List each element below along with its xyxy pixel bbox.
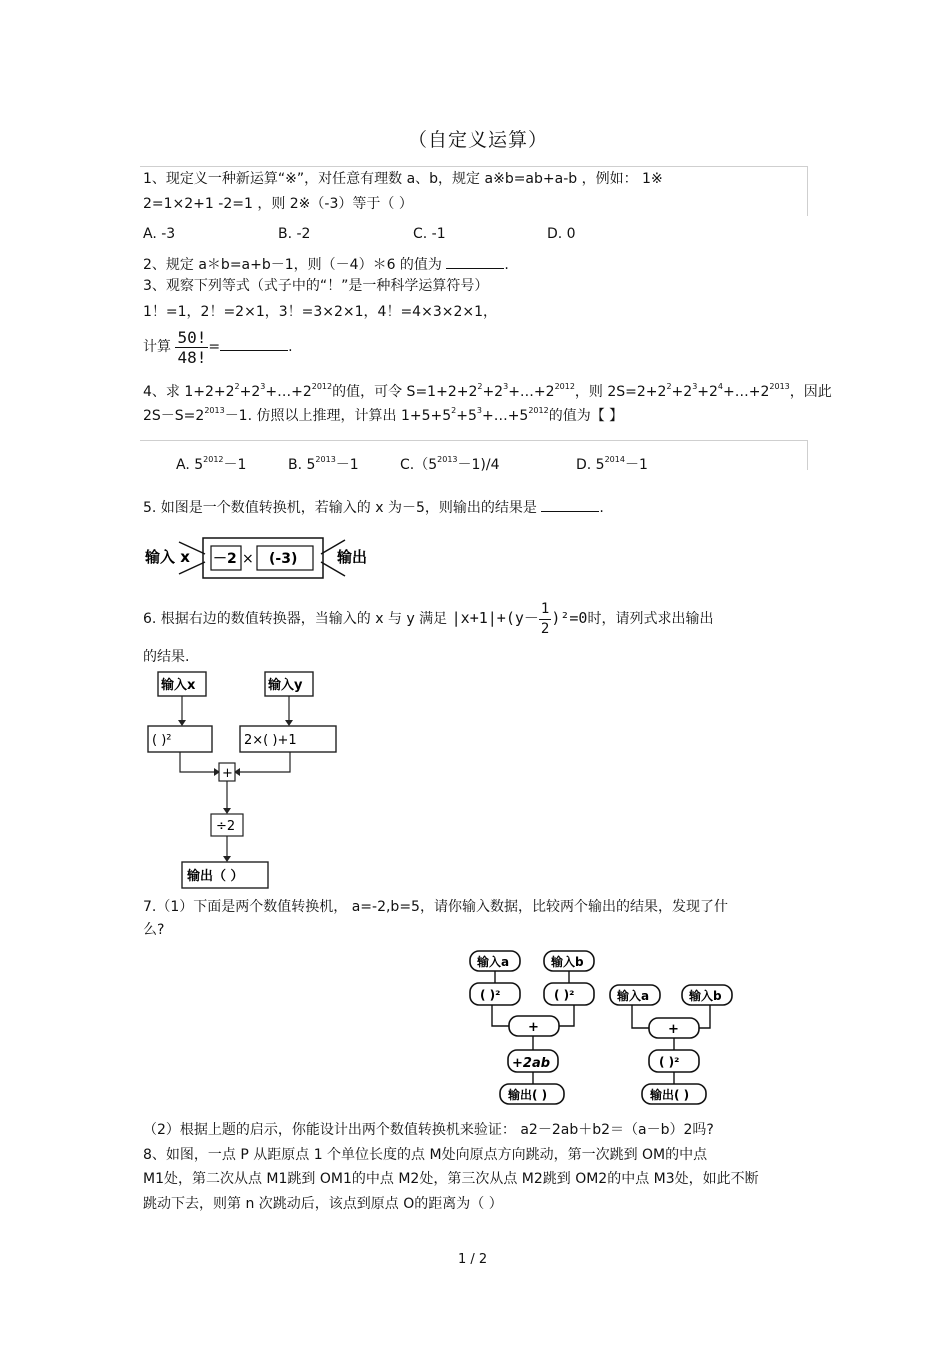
q4-sup: 2012 [554,382,575,391]
q1-frame-right [807,166,808,216]
q4-sup: 2014 [604,455,625,464]
q4-t10: +…+2 [723,384,770,400]
q1-option-a: A. -3 [143,226,176,242]
q4-sup: 3 [260,382,266,391]
q4-option-a [176,451,246,474]
q4-sup: 2013 [204,406,225,415]
q4-t6: +…+2 [508,384,555,400]
q4-u2: －1. 仿照以上推理，计算出 1+5+5 [224,408,452,424]
q7-m1-add: +2ab [512,1056,551,1071]
q1-option-b: B. -2 [278,226,311,242]
q7-m1-input-a: 输入a [477,955,510,969]
q5-converter-diagram [143,532,383,584]
q4-opt-t: －1 [223,457,247,473]
q7-m2-line [632,1005,650,1028]
q2-answer-blank[interactable] [446,254,504,269]
q4-option-c [400,451,500,474]
q7-line2: 么? [143,922,165,938]
q3-calc-line [143,325,293,369]
q1-line1: 1、现定义一种新运算“※”，对任意有理数 a、b，规定 a※b=ab+a-b ，例如： 1※ [143,171,663,187]
q4-sup: 2 [451,406,457,415]
q4-opt-t: －1 [335,457,359,473]
q1-frame-top [140,166,808,167]
q6-output: 输出（ ） [187,869,244,884]
q5-answer-blank[interactable] [541,497,599,512]
q7-m1-plus: + [528,1020,539,1035]
q7-m2-input-b: 输入b [689,989,722,1003]
q4-t2: +2 [239,384,261,400]
q7-m1-input-b: 输入b [551,955,584,969]
q4-u4: +…+5 [481,408,529,424]
q4-sup: 2012 [203,455,224,464]
q6-input-x: 输入x [161,678,196,693]
q6-frac-num: 1 [539,600,551,620]
q7-machines [462,948,742,1110]
q4-sup: 2 [477,382,483,391]
q7-m2-line [698,1005,710,1028]
q1-option-d: D. 0 [547,226,576,242]
q4-opt-t: B. 5 [288,457,316,473]
q6-input-y: 输入y [268,678,303,693]
page-number: 1 / 2 [458,1252,488,1267]
q6-text1: 6. 根据右边的数值转换器，当输入的 x 与 y 满足 [143,611,448,627]
q6-text2: 时，请列式求出输出 [587,611,714,627]
q7-m1-line [558,1005,574,1026]
q4-opt-t: C.（5 [400,457,438,473]
q7-m1-output: 输出( ) [508,1088,548,1102]
q6-arrowhead [223,856,231,862]
q6-pow: )²=0 [551,609,588,627]
q6-line2: 的结果. [143,649,190,665]
q5-times-sign: × [242,551,254,567]
q4-sup: 3 [476,406,482,415]
q7-m1-square-a: ( )² [480,988,501,1002]
q6-arrowhead [223,808,231,814]
q6-line1 [143,598,713,639]
q6-arrowhead [178,720,186,726]
page-title: （自定义运算） [408,129,549,151]
q2-line [143,254,509,274]
q2-end: . [504,257,509,273]
q4-t11: ，因此 [789,384,832,400]
q3-numerator: 50! [177,327,207,347]
q4-sup: 2 [234,382,240,391]
q7-m2-square: ( )² [659,1055,680,1069]
q6-arrowhead [285,720,293,726]
q4-opt-t: －1 [624,457,648,473]
q5-text: 5. 如图是一个数值转换机，若输入的 x 为－5，则输出的结果是 [143,500,537,516]
q5-input-label: 输入 x [145,548,190,566]
q4-t8: +2 [671,384,693,400]
q5-box-2-text: (-3) [269,551,298,567]
q5-end: . [599,500,604,516]
q6-connector-right [236,752,290,772]
q8-line1: 8、如图，一点 P 从距原点 1 个单位长度的点 M处向原点方向跳动，第一次跳到 OM的中点 [143,1147,708,1163]
q6-abs-expr: |x+1|+(y－ [451,609,539,627]
q5-line [143,497,604,517]
q6-square: ( )² [152,733,172,748]
q4-t3: +…+2 [265,384,312,400]
q4-sup: 2013 [437,455,458,464]
q7-m2-output: 输出( ) [650,1088,690,1102]
q4-t5: +2 [482,384,504,400]
q2-text: 2、规定 a＊b=a+b－1，则（－4）＊6 的值为 [143,257,442,273]
q4-sup: 2013 [315,455,336,464]
q8-line3: 跳动下去，则第 n 次跳动后，该点到原点 O的距离为（ ） [143,1196,503,1212]
q3-calc-label: 计算 [143,339,171,355]
q1-option-c: C. -1 [413,226,446,242]
q6-connector-left [180,752,218,772]
q3-end: . [288,339,293,355]
q3-fraction [175,328,208,367]
q4-u3: +5 [456,408,477,424]
q7-part2: （2）根据上题的启示，你能设计出两个数值转换机来验证： a2－2ab＋b2＝（a－b）2吗? [143,1122,714,1138]
q6-frac-den: 2 [540,620,550,637]
q4-u5: 的值为【 】 [548,408,624,424]
q3-denominator: 48! [177,347,207,367]
q4-line1 [143,378,832,401]
q6-plus: + [222,766,233,781]
q3-answer-blank[interactable] [220,336,288,351]
q4-sup: 2012 [311,382,333,391]
q4-sup: 3 [503,382,509,391]
q5-box-1-text: －2 [213,551,237,567]
q4-frame-top [140,440,808,441]
q4-opt-t: －1)/4 [457,457,500,473]
q1-line2: 2=1×2+1 -2=1 ，则 2※（-3）等于（ ） [143,196,413,212]
q4-opt-t: D. 5 [576,457,605,473]
q4-option-b [288,451,359,474]
q4-t4: 的值，可令 S=1+2+2 [332,384,478,400]
q8-line2: M1处，第二次从点 M1跳到 OM1的中点 M2处，第三次从点 M2跳到 OM2的中点 M3处，如此不断 [143,1171,759,1187]
q3-line2: 1！=1，2！=2×1，3！=3×2×1，4！=4×3×2×1， [143,304,498,320]
q4-opt-t: A. 5 [176,457,204,473]
q7-m2-input-a: 输入a [617,989,650,1003]
q4-t1: 4、求 1+2+2 [143,384,235,400]
q4-sup: 2013 [769,382,790,391]
q4-t7: ，则 2S=2+2 [574,384,667,400]
q4-u1: 2S－S=2 [143,408,205,424]
q7-m1-line [492,1005,509,1026]
q3-line1: 3、观察下列等式（式子中的“！”是一种科学运算符号） [143,278,489,294]
q4-sup: 2012 [528,406,549,415]
q4-option-d [576,451,648,474]
q4-line2 [143,402,623,425]
q4-sup: 2 [666,382,672,391]
q4-t9: +2 [697,384,718,400]
q4-sup: 3 [692,382,698,391]
q6-fraction [539,600,551,639]
q4-sup: 4 [717,382,724,391]
q4-frame-right [807,440,808,470]
q7-m2-plus: + [668,1022,679,1037]
q7-line1: 7.（1）下面是两个数值转换机， a=-2,b=5，请你输入数据，比较两个输出的结果，发现了什 [143,899,728,915]
q3-equals: = [208,339,221,355]
q5-output-label: 输出 [337,548,368,566]
q6-div: ÷2 [216,819,236,834]
q6-linear: 2×( )+1 [244,733,297,748]
q6-flowchart [140,668,350,894]
q7-m1-square-b: ( )² [554,988,575,1002]
